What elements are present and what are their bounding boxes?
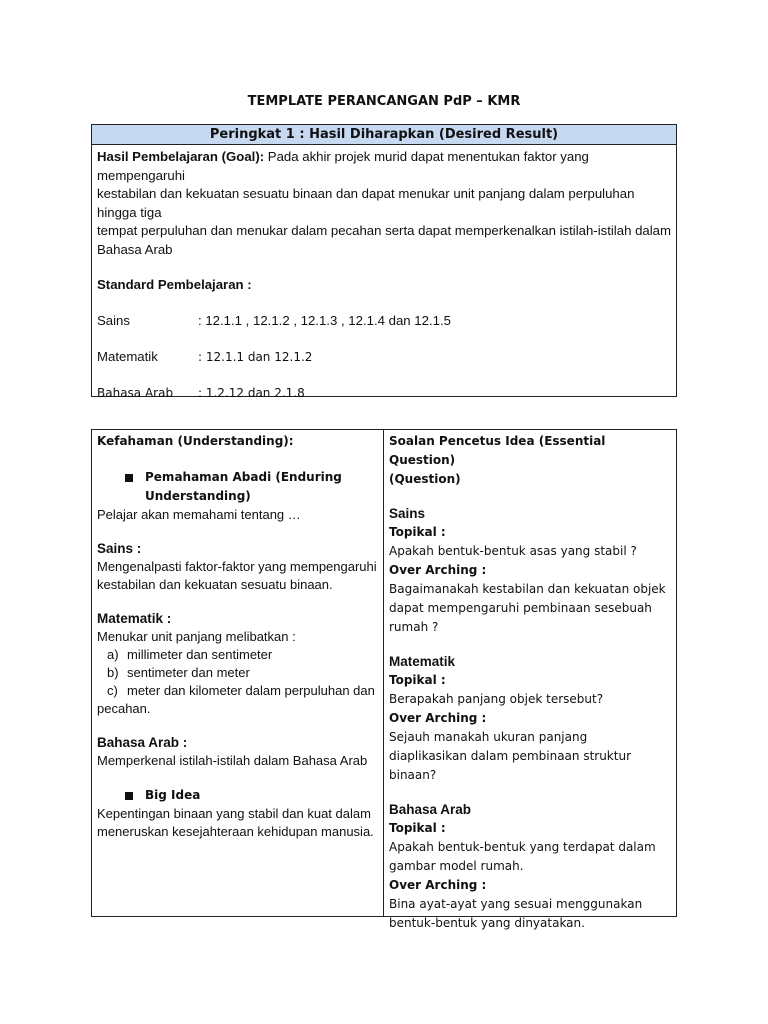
goal-line-2: kestabilan dan kekuatan sesuatu binaan dan dapat menukar unit panjang dalam perpuluhan hingga tiga xyxy=(97,186,635,220)
standard-row-sains xyxy=(97,312,671,330)
understanding-heading: Kefahaman (Understanding): xyxy=(97,434,294,448)
topikal-label: Topikal : xyxy=(389,673,446,687)
understanding-sains-line: Mengenalpasti faktor-faktor yang mempengaruhi xyxy=(97,559,377,574)
sains-overarching-line: dapat mempengaruhi pembinaan sesebuah xyxy=(389,601,652,615)
list-item: c) meter dan kilometer dalam perpuluhan dan xyxy=(107,683,375,698)
big-idea-line: Kepentingan binaan yang stabil dan kuat dalam xyxy=(97,806,371,821)
understanding-matematik-intro: Menukar unit panjang melibatkan : xyxy=(97,629,296,644)
list-item: a) millimeter dan sentimeter xyxy=(107,647,273,662)
square-bullet-icon xyxy=(125,474,133,482)
square-bullet-icon xyxy=(125,792,133,800)
goal-text-1: Pada akhir projek murid dapat menentukan faktor yang mempengaruhi xyxy=(97,149,589,183)
goal-line-1 xyxy=(97,148,671,185)
standard-codes: : 12.1.1 , 12.1.2 , 12.1.3 , 12.1.4 dan 12.1.5 xyxy=(198,313,451,329)
question-sains-title: Sains xyxy=(389,506,426,521)
essential-question-column xyxy=(384,430,676,930)
desired-result-header: Peringkat 1 : Hasil Diharapkan (Desired Result) xyxy=(92,125,676,145)
question-arab-title: Bahasa Arab xyxy=(389,802,472,817)
list-item: b) sentimeter dan meter xyxy=(107,665,250,680)
matematik-overarching-line: diaplikasikan dalam pembinaan struktur xyxy=(389,749,632,763)
matematik-list xyxy=(97,646,378,718)
understanding-sains-line: kestabilan dan kekuatan sesuatu binaan. xyxy=(97,577,333,592)
essential-question-heading: Soalan Pencetus Idea (Essential Question) xyxy=(389,434,606,467)
arab-overarching-line: Bina ayat-ayat yang sesuai menggunakan xyxy=(389,897,643,911)
standard-subject: Sains xyxy=(97,313,130,329)
understanding-column xyxy=(92,430,384,916)
standard-codes: : 1.2.12 dan 2.1.8 xyxy=(198,386,305,401)
sains-topikal-question: Apakah bentuk-bentuk asas yang stabil ? xyxy=(389,544,637,558)
sains-overarching-line: Bagaimanakah kestabilan dan kekuatan objek xyxy=(389,582,666,596)
goal-line-3: tempat perpuluhan dan menukar dalam pecahan serta dapat memperkenalkan istilah-istilah dalam xyxy=(97,223,671,239)
standard-label: Standard Pembelajaran : xyxy=(97,276,252,292)
understanding-intro: Pelajar akan memahami tentang … xyxy=(97,507,301,522)
big-idea-label: Big Idea xyxy=(145,788,201,802)
understanding-question-table xyxy=(91,429,677,930)
goal-line-4: Bahasa Arab xyxy=(97,241,173,257)
standard-row-matematik xyxy=(97,348,671,366)
matematik-overarching-line: binaan? xyxy=(389,768,437,782)
understanding-sains-title: Sains : xyxy=(97,541,142,556)
overarching-label: Over Arching : xyxy=(389,563,487,577)
list-item-continuation: pecahan. xyxy=(97,701,151,716)
overarching-label: Over Arching : xyxy=(389,878,487,892)
standard-subject: Bahasa Arab xyxy=(97,386,174,401)
big-idea-line: meneruskan kesejahteraan kehidupan manusia. xyxy=(97,824,374,839)
topikal-label: Topikal : xyxy=(389,525,446,539)
standard-row-bahasa-arab xyxy=(97,384,671,402)
standard-subject: Matematik xyxy=(97,349,158,365)
overarching-label: Over Arching : xyxy=(389,711,487,725)
arab-topikal-line: Apakah bentuk-bentuk yang terdapat dalam xyxy=(389,840,656,854)
understanding-arab-text: Memperkenal istilah-istilah dalam Bahasa Arab xyxy=(97,753,368,768)
standard-codes: : 12.1.1 dan 12.1.2 xyxy=(198,350,313,365)
enduring-understanding-bullet xyxy=(97,468,378,506)
matematik-topikal-question: Berapakah panjang objek tersebut? xyxy=(389,692,604,706)
desired-result-table xyxy=(91,124,677,401)
arab-overarching-line: bentuk-bentuk yang dinyatakan. xyxy=(389,916,585,930)
question-matematik-title: Matematik xyxy=(389,654,456,669)
document-title: TEMPLATE PERANCANGAN PdP – KMR xyxy=(247,94,521,109)
big-idea-bullet xyxy=(97,786,378,805)
topikal-label: Topikal : xyxy=(389,821,446,835)
sains-overarching-line: rumah ? xyxy=(389,620,439,634)
arab-topikal-line: gambar model rumah. xyxy=(389,859,524,873)
enduring-understanding-label: Pemahaman Abadi (Enduring Understanding) xyxy=(145,470,342,503)
matematik-overarching-line: Sejauh manakah ukuran panjang xyxy=(389,730,588,744)
goal-label: Hasil Pembelajaran (Goal): xyxy=(97,149,265,164)
essential-question-heading-2: (Question) xyxy=(389,472,461,486)
desired-result-body xyxy=(92,145,676,402)
understanding-arab-title: Bahasa Arab : xyxy=(97,735,188,750)
understanding-matematik-title: Matematik : xyxy=(97,611,172,626)
